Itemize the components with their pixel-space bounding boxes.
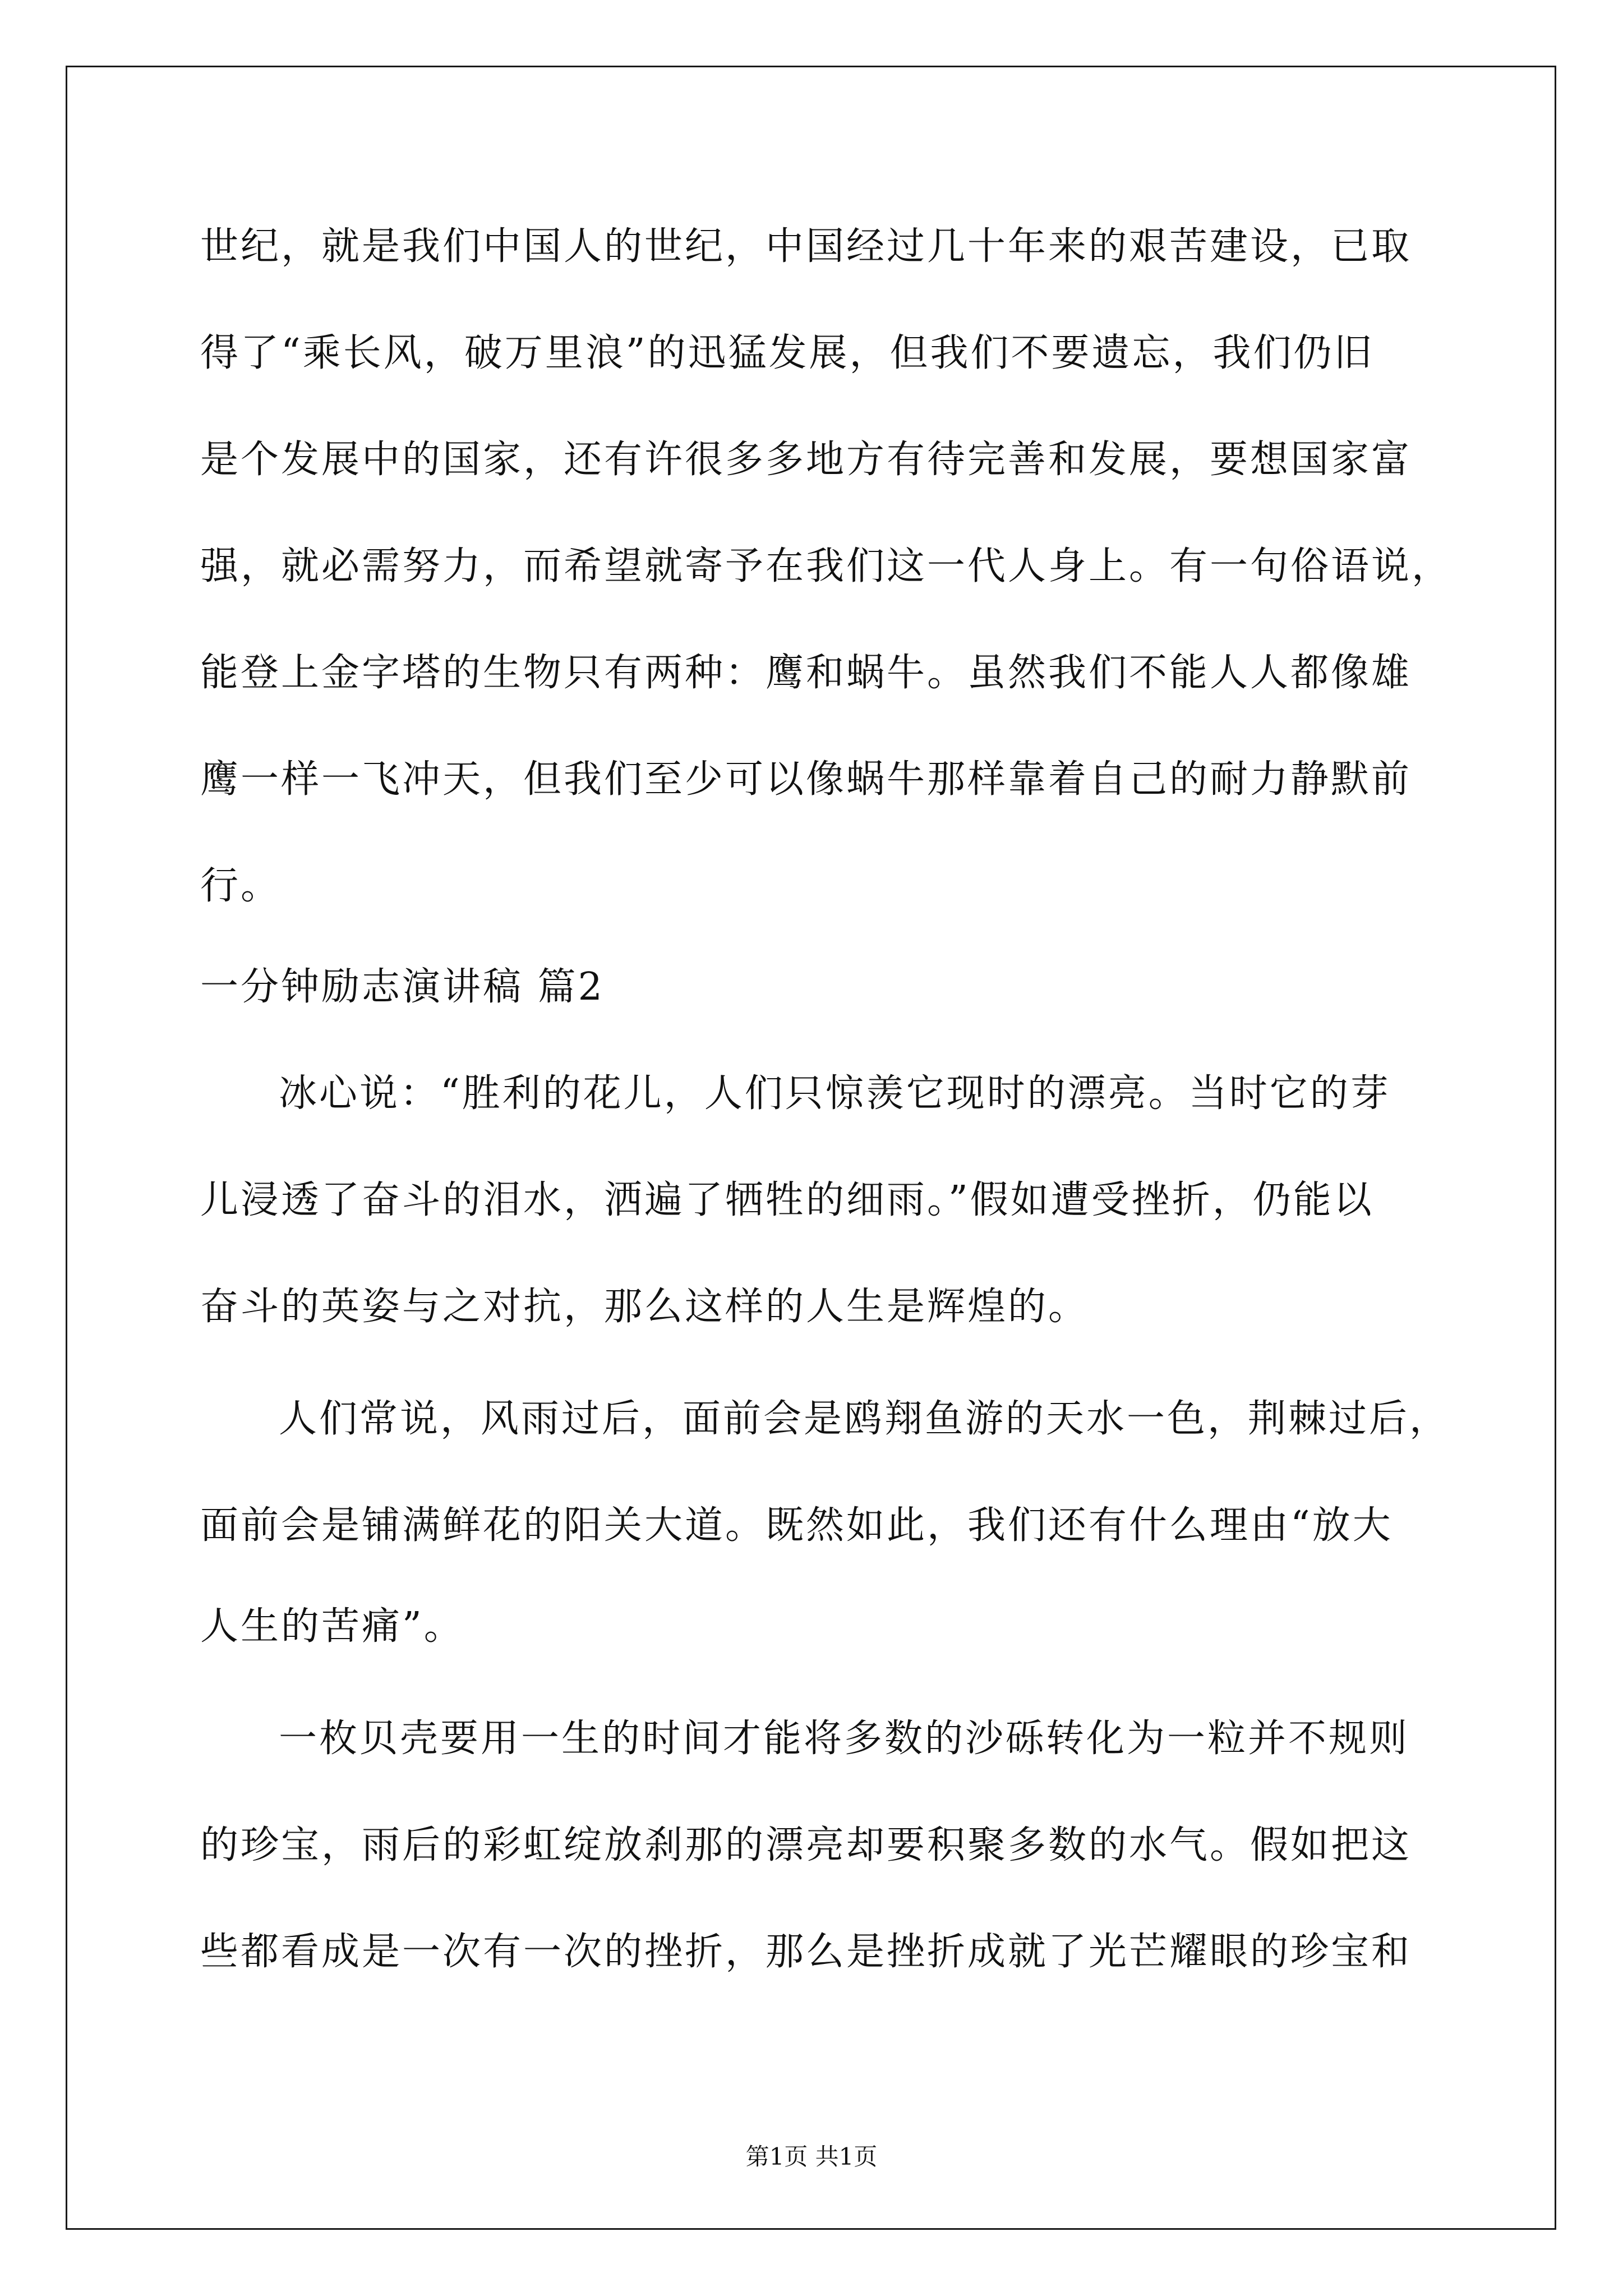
page-border xyxy=(66,66,1556,2230)
text-line: 能登上金字塔的生物只有两种：鹰和蜗牛。虽然我们不能人人都像雄 xyxy=(200,651,1412,695)
text-line: 得了“乘长风，破万里浪”的迅猛发展，但我们不要遗忘，我们仍旧 xyxy=(200,331,1375,375)
text-line: 些都看成是一次有一次的挫折，那么是挫折成就了光芒耀眼的珍宝和 xyxy=(200,1930,1412,1974)
text-line: 冰心说：“胜利的花儿，人们只惊羡它现时的漂亮。当时它的芽 xyxy=(279,1071,1391,1116)
text-line: 面前会是铺满鲜花的阳关大道。既然如此，我们还有什么理由“放大 xyxy=(200,1503,1393,1548)
text-line: 奋斗的英姿与之对抗，那么这样的人生是辉煌的。 xyxy=(200,1285,1089,1329)
page-footer: 第1页 共1页 xyxy=(745,2143,878,2170)
text-line: 一枚贝壳要用一生的时间才能将多数的沙砾转化为一粒并不规则 xyxy=(279,1717,1410,1761)
text-line: 强，就必需努力，而希望就寄予在我们这一代人身上。有一句俗语说， xyxy=(200,544,1453,588)
text-line: 世纪，就是我们中国人的世纪，中国经过几十年来的艰苦建设，已取 xyxy=(200,224,1412,269)
text-line: 人生的苦痛”。 xyxy=(200,1604,464,1649)
text-line: 人们常说，风雨过后，面前会是鸥翔鱼游的天水一色，荆棘过后， xyxy=(279,1397,1450,1441)
text-line: 儿浸透了奋斗的泪水，洒遍了牺牲的细雨。”假如遭受挫折，仍能以 xyxy=(200,1178,1374,1222)
section-heading: 一分钟励志演讲稿 篇2 xyxy=(200,965,605,1009)
text-line: 行。 xyxy=(200,864,282,908)
text-line: 是个发展中的国家，还有许很多多地方有待完善和发展，要想国家富 xyxy=(200,438,1412,482)
text-line: 的珍宝，雨后的彩虹绽放刹那的漂亮却要积聚多数的水气。假如把这 xyxy=(200,1823,1412,1867)
text-line: 鹰一样一飞冲天，但我们至少可以像蜗牛那样靠着自己的耐力静默前 xyxy=(200,757,1412,802)
